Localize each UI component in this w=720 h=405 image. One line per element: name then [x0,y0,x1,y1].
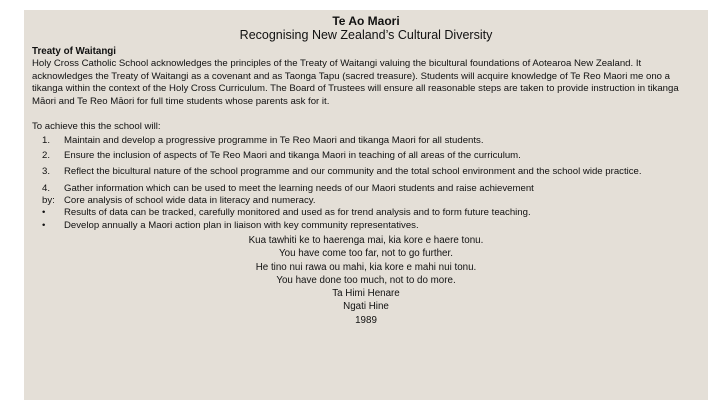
goal-number: 3. [42,166,51,178]
by-label: by: [42,195,55,207]
goal-number: 4. [42,182,51,194]
page-subtitle: Recognising New Zealand’s Cultural Diversity [239,28,493,42]
goal-number: 2. [42,149,51,161]
goals-list [32,135,700,195]
proverb-author: Ta Himi Henare [332,288,400,300]
achievement-sub-list [32,195,700,232]
sub-point-text: Core analysis of school wide data in literacy and numeracy. [64,195,316,207]
goal-text: Reflect the bicultural nature of the school programme and our community and the total school environment and the school wide practice. [64,166,642,178]
sub-point-text: Develop annually a Maori action plan in liaison with key community representatives. [64,219,419,231]
sub-list-item [32,195,700,207]
proverb-year: 1989 [355,314,377,326]
proverb-line: Kua tawhiti ke to haerenga mai, kia kore e haere tonu. [248,235,484,247]
proverb-line: He tino nui rawa ou mahi, kia kore e mahi nui tonu. [255,261,477,273]
sub-point-text: Results of data can be tracked, carefully monitored and used as for trend analysis and to form future teaching. [64,207,531,219]
sub-list-item [32,220,700,232]
goals-intro: To achieve this the school will: [32,121,161,133]
goal-text: Maintain and develop a progressive programme in Te Reo Maori and tikanga Maori for all students. [64,135,484,147]
goal-number: 1. [42,135,51,147]
goal-item [32,150,700,162]
treaty-paragraph: Holy Cross Catholic School acknowledges the principles of the Treaty of Waitangi valuing the bicultural foundations of Aotearoa New Zealand. It acknowledges the Treaty of Waitangi as a covenant and as Taonga Tapu (sacred treasure). Students will acquire knowledge of Te Reo Maori me ono a tikanga within the context of the Holy Cross Curriculum. The Board of Trustees will ensure all reasonable steps are taken to provide instruction in tikanga Māori and Te Reo Māori for full time students whose parents ask for it. [32,58,679,107]
sub-lead-label [32,195,64,207]
goal-item [32,183,700,195]
bullet-icon: • [42,207,46,219]
page-title: Te Ao Maori [332,14,400,28]
document-panel [24,10,708,400]
sub-list-item [32,207,700,219]
proverb-tribe: Ngati Hine [343,301,389,313]
section-heading-treaty: Treaty of Waitangi [32,46,117,57]
goal-text: Gather information which can be used to meet the learning needs of our Maori students and raise achievement [64,182,534,194]
proverb-line: You have come too far, not to go further. [279,248,453,260]
goal-item [32,166,700,178]
goal-text: Ensure the inclusion of aspects of Te Reo Maori and tikanga Maori in teaching of all areas of the curriculum. [64,149,521,161]
bullet-icon: • [42,219,46,231]
maori-proverb [32,234,700,326]
goal-item [32,135,700,147]
proverb-line: You have done too much, not to do more. [276,274,456,286]
